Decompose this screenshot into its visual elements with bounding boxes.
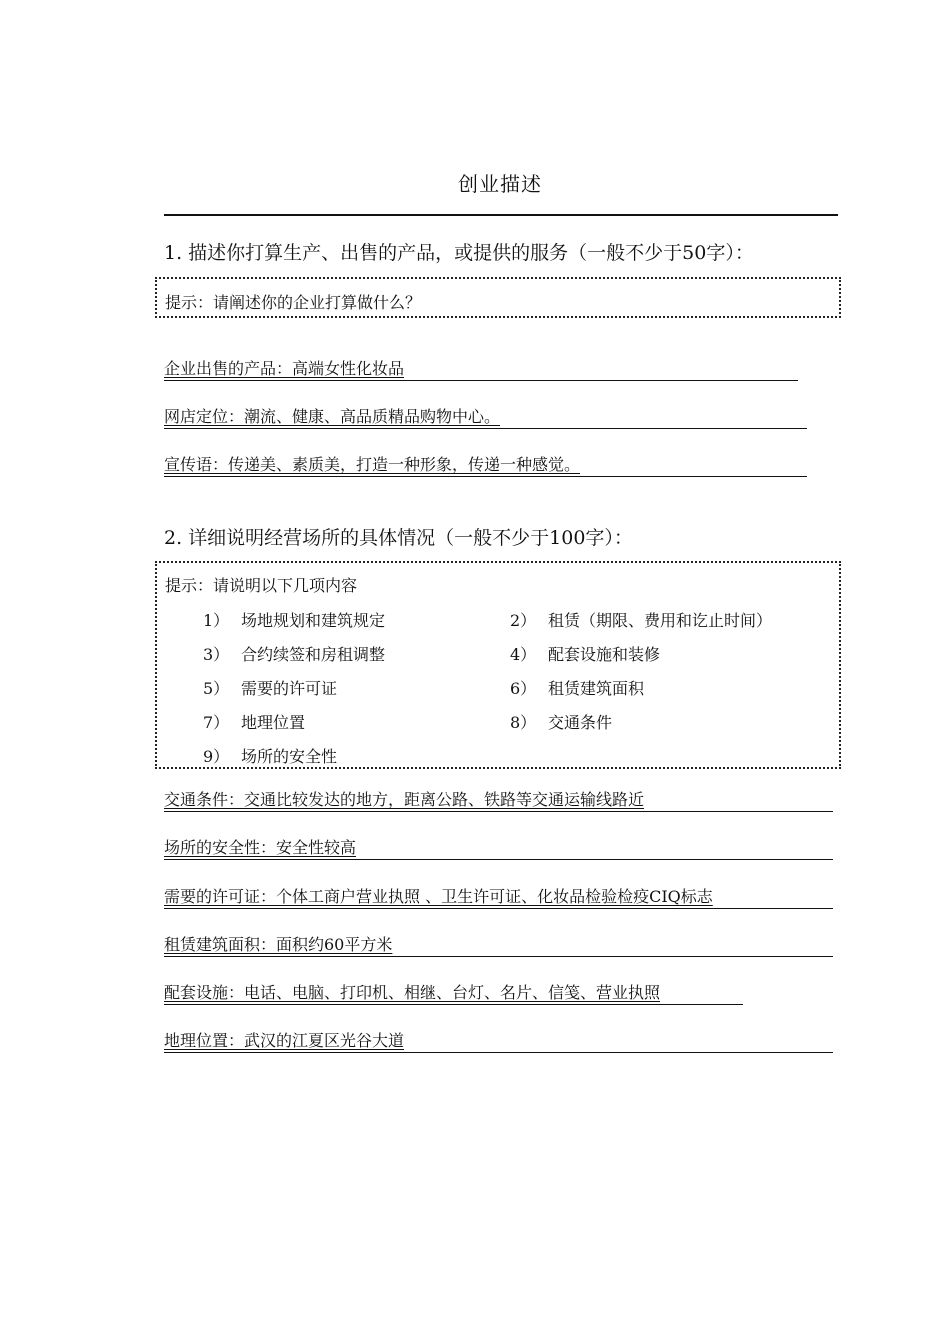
section1-answer-positioning (164, 406, 807, 429)
section2-hint-text: 提示：请说明以下几项内容 (165, 576, 358, 595)
hint-item-label: 需要的许可证 (241, 679, 338, 698)
hint-item-8 (510, 710, 612, 733)
hint-item-label: 地理位置 (241, 713, 306, 732)
answer-text: 需要的许可证：个体工商户营业执照 、卫生许可证、化妆品检验检疫CIQ标志 (164, 887, 713, 906)
section1-hint-box (155, 277, 841, 318)
answer-text: 场所的安全性：安全性较高 (164, 838, 357, 857)
hint-item-6 (510, 676, 644, 699)
hint-item-9 (203, 744, 337, 767)
hint-item-label: 交通条件 (548, 713, 613, 732)
title-divider (164, 214, 838, 216)
answer-text: 租赁建筑面积：面积约60平方米 (164, 935, 393, 954)
hint-item-number: 2） (510, 611, 537, 630)
hint-item-label: 租赁（期限、费用和讫止时间） (548, 611, 773, 630)
hint-item-number: 9） (203, 747, 230, 766)
answer-text: 企业出售的产品：高端女性化妆品 (164, 359, 405, 378)
hint-item-5 (203, 676, 337, 699)
page-title: 创业描述 (458, 172, 542, 196)
hint-item-label: 合约续签和房租调整 (241, 645, 386, 664)
section2-answer-safety (164, 837, 833, 860)
answer-text: 宣传语：传递美、素质美，打造一种形象，传递一种感觉。 (164, 455, 581, 474)
hint-item-label: 租赁建筑面积 (548, 679, 645, 698)
hint-item-2 (510, 608, 772, 631)
hint-item-label: 场所的安全性 (241, 747, 338, 766)
section2-answer-permits (164, 886, 833, 909)
hint-item-number: 1） (203, 611, 230, 630)
section2-answer-area (164, 934, 833, 957)
hint-item-1 (203, 608, 385, 631)
section1-answer-slogan (164, 454, 807, 477)
answer-text: 配套设施：电话、电脑、打印机、相继、台灯、名片、信笺、营业执照 (164, 983, 661, 1002)
hint-item-number: 7） (203, 713, 230, 732)
answer-text: 交通条件：交通比较发达的地方，距离公路、铁路等交通运输线路近 (164, 790, 645, 809)
hint-item-label: 配套设施和装修 (548, 645, 661, 664)
answer-text: 网店定位：潮流、健康、高品质精品购物中心。 (164, 407, 501, 426)
hint-item-number: 4） (510, 645, 537, 664)
section2-answer-transport (164, 789, 833, 812)
hint-item-label: 场地规划和建筑规定 (241, 611, 386, 630)
section2-hint-box (155, 561, 841, 769)
hint-item-number: 5） (203, 679, 230, 698)
section2-answer-facilities (164, 982, 743, 1005)
section1-answer-product (164, 358, 798, 381)
hint-item-number: 3） (203, 645, 230, 664)
hint-item-7 (203, 710, 305, 733)
section1-hint-text: 提示：请阐述你的企业打算做什么？ (165, 293, 422, 312)
section1-heading: 1. 描述你打算生产、出售的产品，或提供的服务（一般不少于50字）： (164, 242, 754, 264)
answer-text: 地理位置：武汉的江夏区光谷大道 (164, 1031, 405, 1050)
section2-heading: 2. 详细说明经营场所的具体情况（一般不少于100字）： (164, 527, 633, 549)
hint-item-3 (203, 642, 385, 665)
hint-item-number: 8） (510, 713, 537, 732)
hint-item-number: 6） (510, 679, 537, 698)
hint-item-4 (510, 642, 660, 665)
section2-answer-location (164, 1030, 833, 1053)
